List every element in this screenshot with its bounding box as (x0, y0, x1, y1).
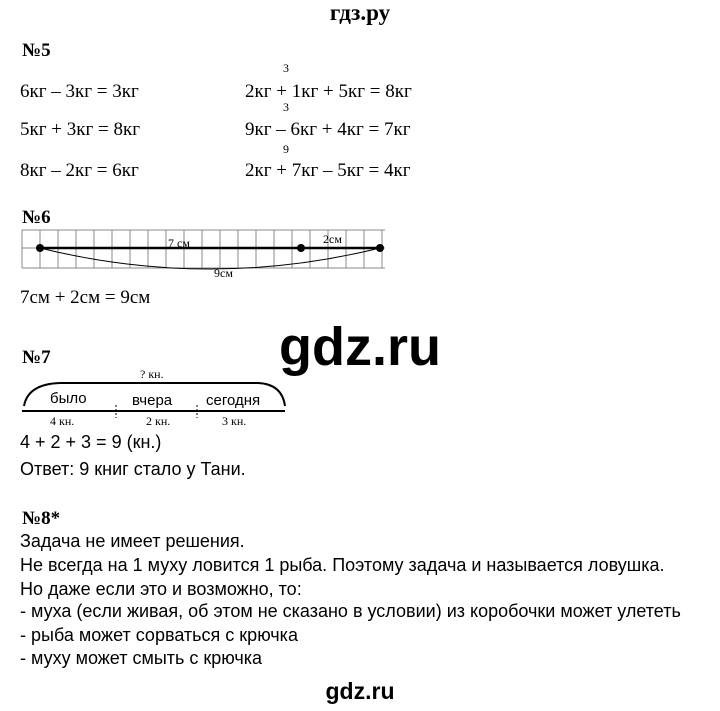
exercise-5-title: №5 (22, 40, 51, 61)
ex5-right-eq-1: 2кг + 1кг + 5кг = 8кг (245, 81, 412, 102)
exercise-7-title: №7 (22, 347, 51, 368)
exercise-8-title: №8* (22, 508, 61, 529)
ex7-part-vchera: вчера (132, 392, 173, 409)
ex7-answer: Ответ: 9 книг стало у Тани. (20, 459, 246, 479)
ex5-intermediate-2: 3 (283, 100, 289, 114)
ex5-left-eq-2: 5кг + 3кг = 8кг (20, 119, 141, 140)
ex7-value-2: 2 кн. (146, 414, 171, 428)
ex5-left-eq-3: 8кг – 2кг = 6кг (20, 160, 139, 181)
ex8-line-4: - муха (если живая, об этом не сказано в условии) из коробочки может улететь (20, 601, 681, 621)
ex5-left-eq-1: 6кг – 3кг = 3кг (20, 81, 139, 102)
exercise-6-title: №6 (22, 207, 51, 228)
segment-label-2cm: 2см (323, 232, 342, 246)
ex5-right-eq-3: 2кг + 7кг – 5кг = 4кг (245, 160, 411, 181)
ex8-line-2: Не всегда на 1 муху ловится 1 рыба. Поэтому задача и называется ловушка. (20, 555, 665, 575)
site-title-top: гдз.ру (329, 0, 391, 25)
ex8-line-5: - рыба может сорваться с крючка (20, 625, 298, 645)
ex7-part-bylo: было (50, 390, 87, 407)
ex5-intermediate-3: 9 (283, 142, 289, 156)
ex8-line-6: - муху может смыть с крючка (20, 648, 263, 668)
ex6-equation: 7см + 2см = 9см (20, 287, 151, 308)
ex7-question-label: ? кн. (140, 367, 164, 381)
watermark: gdz.ru (279, 317, 441, 377)
ex7-value-3: 3 кн. (222, 414, 247, 428)
segment-middle-point (297, 244, 305, 252)
ex5-right-eq-2: 9кг – 6кг + 4кг = 7кг (245, 119, 411, 140)
ex5-intermediate-1: 3 (283, 61, 289, 75)
site-title-bottom: gdz.ru (325, 678, 395, 704)
ex7-equation: 4 + 2 + 3 = 9 (кн.) (20, 432, 162, 452)
segment-label-9cm: 9см (214, 266, 233, 280)
ex8-line-3: Но даже если это и возможно, то: (20, 579, 302, 599)
ex7-value-4: 4 кн. (50, 414, 75, 428)
ex7-part-segodnya: сегодня (206, 392, 261, 409)
total-brace (40, 248, 380, 269)
ex8-line-1: Задача не имеет решения. (20, 531, 245, 551)
segment-label-7cm: 7 см (168, 236, 190, 250)
